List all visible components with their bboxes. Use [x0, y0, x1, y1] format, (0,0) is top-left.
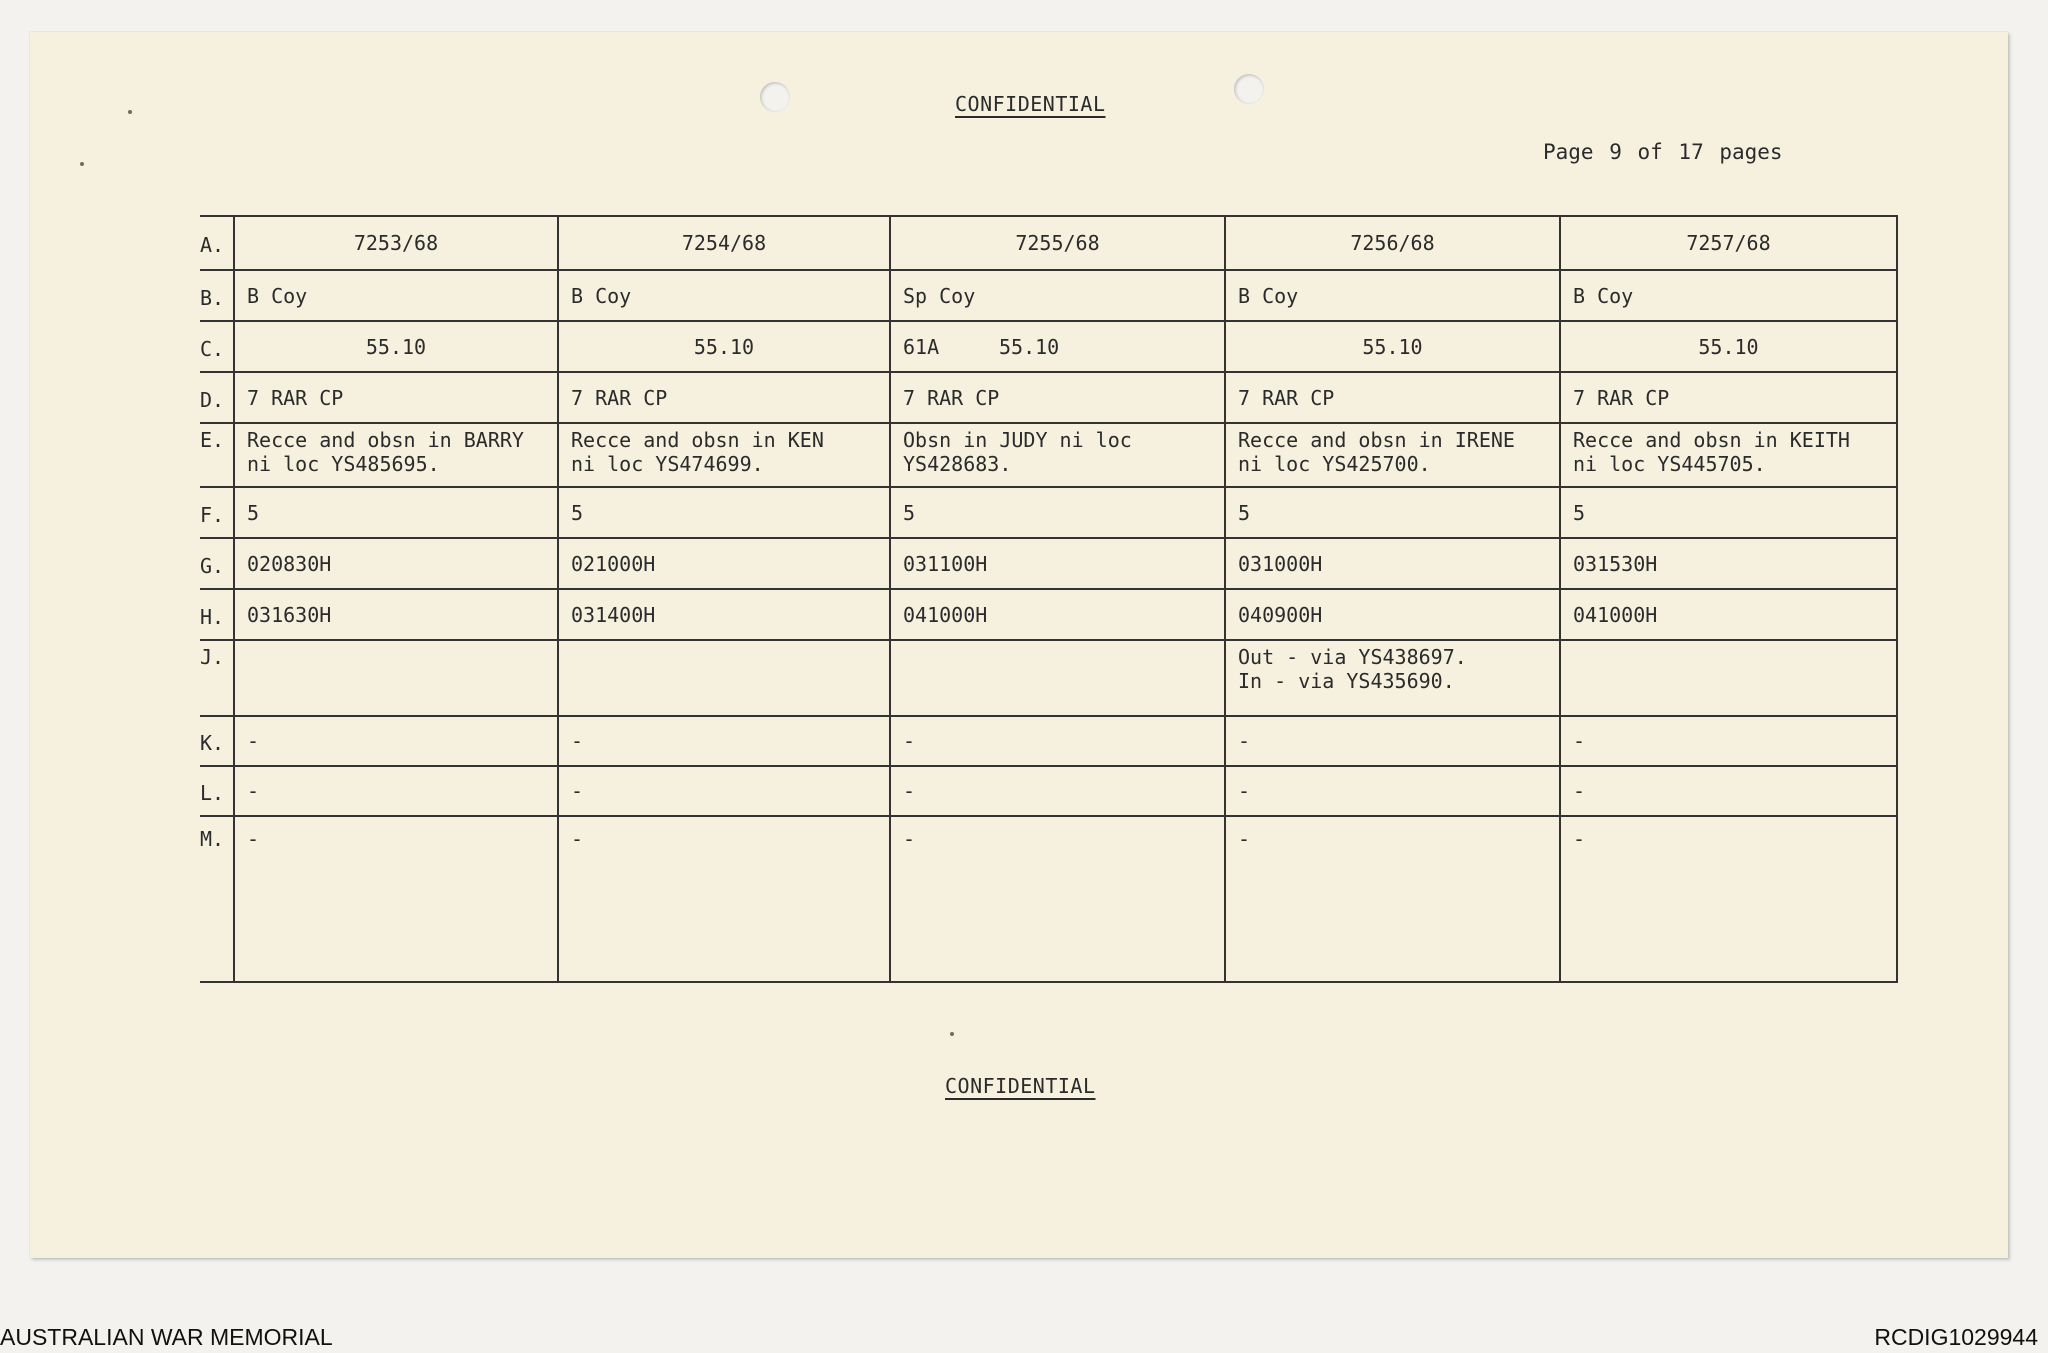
table-cell	[1560, 216, 1897, 270]
cell-value: -	[1238, 729, 1251, 753]
cell-value: 7255/68	[1015, 231, 1100, 255]
cell-value: 7257/68	[1686, 231, 1771, 255]
table-cell	[558, 321, 890, 372]
row-label: E.	[200, 423, 234, 487]
table-cell	[1225, 640, 1560, 716]
table-cell	[1225, 816, 1560, 982]
cell-value: 7254/68	[681, 231, 767, 255]
cell-value: Recce and obsn in IRENE ni loc YS425700.	[1238, 428, 1515, 476]
table-cell	[234, 716, 558, 766]
table-cell	[1225, 766, 1560, 816]
table-cell	[558, 372, 890, 423]
punch-hole-right-icon	[1234, 74, 1264, 104]
table-cell	[1560, 321, 1897, 372]
table-cell	[234, 766, 558, 816]
table-cell	[1560, 589, 1897, 640]
cell-value: 7 RAR CP	[247, 385, 344, 410]
table-cell	[1225, 372, 1560, 423]
table-cell	[1560, 270, 1897, 321]
row-label: F.	[200, 487, 234, 538]
cell-value: 5	[571, 500, 584, 525]
table-cell	[1225, 270, 1560, 321]
table-cell	[234, 216, 558, 270]
cell-value: -	[903, 729, 916, 753]
cell-value: 021000H	[571, 551, 656, 576]
table-cell	[890, 487, 1225, 538]
paper-speck-icon	[950, 1032, 954, 1036]
table-cell	[890, 216, 1225, 270]
cell-value: 7253/68	[353, 231, 439, 255]
cell-value: 5	[247, 500, 260, 525]
table-cell	[890, 372, 1225, 423]
cell-value: 5	[903, 500, 916, 525]
table-row	[200, 423, 1897, 487]
table-cell	[890, 640, 1225, 716]
table-cell	[890, 766, 1225, 816]
table-cell	[558, 487, 890, 538]
cell-value: 55.10	[1362, 334, 1423, 359]
punch-hole-left-icon	[760, 82, 790, 112]
table-cell	[1225, 487, 1560, 538]
table-row	[200, 487, 1897, 538]
table-cell	[558, 538, 890, 589]
table-row	[200, 538, 1897, 589]
table-row	[200, 716, 1897, 766]
cell-value: 031100H	[903, 551, 988, 576]
cell-value: 031630H	[247, 602, 332, 627]
cell-prefix: 61A	[903, 334, 940, 359]
cell-value: Recce and obsn in KEITH ni loc YS445705.	[1573, 428, 1850, 476]
table-cell	[890, 270, 1225, 321]
cell-value: -	[247, 729, 260, 753]
cell-value: -	[571, 827, 584, 851]
cell-value: 7 RAR CP	[1238, 385, 1335, 410]
row-label: D.	[200, 372, 234, 423]
cell-value: B Coy	[247, 283, 308, 308]
table-cell	[234, 589, 558, 640]
header-confidential: CONFIDENTIAL	[955, 92, 1106, 116]
table-row	[200, 766, 1897, 816]
table-row	[200, 321, 1897, 372]
cell-value: 031530H	[1573, 551, 1658, 576]
cell-value: -	[247, 779, 260, 803]
archive-item-id: RCDIG1029944	[1874, 1324, 2038, 1350]
cell-value: -	[903, 827, 916, 851]
cell-value: Obsn in JUDY ni loc YS428683.	[903, 428, 1132, 476]
cell-value: 7 RAR CP	[903, 385, 1000, 410]
row-label: G.	[200, 538, 234, 589]
row-label: C.	[200, 321, 234, 372]
row-label: H.	[200, 589, 234, 640]
table-cell	[558, 589, 890, 640]
cell-value: Sp Coy	[903, 283, 976, 308]
table-cell	[890, 716, 1225, 766]
table-row	[200, 270, 1897, 321]
table-cell	[234, 423, 558, 487]
table-cell	[558, 270, 890, 321]
cell-value: 5	[1238, 500, 1251, 525]
table-cell	[890, 423, 1225, 487]
table-cell	[1225, 216, 1560, 270]
row-label: B.	[200, 270, 234, 321]
cell-value: B Coy	[1238, 283, 1299, 308]
cell-value: 031000H	[1238, 551, 1323, 576]
cell-value: 7256/68	[1350, 231, 1435, 255]
table-cell	[1560, 487, 1897, 538]
archive-institution: AUSTRALIAN WAR MEMORIAL	[0, 1324, 333, 1350]
cell-value: 5	[1573, 500, 1586, 525]
document-page	[30, 32, 2008, 1258]
table-row	[200, 589, 1897, 640]
table-cell	[1560, 640, 1897, 716]
table-cell	[1560, 766, 1897, 816]
table-cell	[558, 766, 890, 816]
cell-value: 55.10	[365, 334, 427, 359]
table-cell	[1560, 716, 1897, 766]
cell-value: -	[1573, 827, 1586, 851]
cell-value: 020830H	[247, 551, 332, 576]
table-cell	[234, 321, 558, 372]
cell-value: 041000H	[903, 602, 988, 627]
cell-value: 7 RAR CP	[1573, 385, 1670, 410]
cell-value: -	[247, 827, 260, 851]
table-cell	[1225, 538, 1560, 589]
table-cell	[890, 538, 1225, 589]
table-cell	[558, 423, 890, 487]
row-label: L.	[200, 766, 234, 816]
table-cell	[1560, 816, 1897, 982]
page-indicator: Page 9 of 17 pages	[1543, 140, 1783, 164]
cell-value: B Coy	[571, 283, 632, 308]
table-cell	[558, 716, 890, 766]
cell-value: 55.10	[999, 334, 1060, 359]
table-cell	[1225, 716, 1560, 766]
cell-value: -	[1238, 779, 1251, 803]
table-row	[200, 640, 1897, 716]
table-cell	[1225, 589, 1560, 640]
cell-value: Recce and obsn in KEN ni loc YS474699.	[571, 428, 824, 476]
cell-value: -	[1573, 779, 1586, 803]
paper-speck-icon	[80, 162, 84, 166]
table-cell	[558, 640, 890, 716]
patrol-table	[200, 215, 1898, 983]
table-cell	[1560, 538, 1897, 589]
table-cell	[1560, 423, 1897, 487]
table-cell	[234, 816, 558, 982]
table-cell	[890, 589, 1225, 640]
row-label: K.	[200, 716, 234, 766]
cell-value: Recce and obsn in BARRY ni loc YS485695.	[247, 428, 524, 476]
row-label: J.	[200, 640, 234, 716]
cell-value: 041000H	[1573, 602, 1658, 627]
cell-value: 55.10	[693, 334, 755, 359]
cell-value: 040900H	[1238, 602, 1323, 627]
cell-value: -	[903, 779, 916, 803]
table-cell	[1225, 423, 1560, 487]
cell-value: -	[1238, 827, 1251, 851]
table-cell	[234, 372, 558, 423]
table-cell	[558, 216, 890, 270]
cell-value: 031400H	[571, 602, 656, 627]
table-cell	[558, 816, 890, 982]
table-cell	[890, 816, 1225, 982]
table-cell	[234, 538, 558, 589]
table-row	[200, 816, 1897, 982]
row-label: A.	[200, 216, 234, 270]
cell-value: -	[1573, 729, 1586, 753]
table-cell	[1560, 372, 1897, 423]
cell-value: B Coy	[1573, 283, 1634, 308]
cell-value: 55.10	[1698, 334, 1759, 359]
row-label: M.	[200, 816, 234, 982]
cell-value: -	[571, 729, 584, 753]
paper-speck-icon	[128, 110, 132, 114]
table-cell	[1225, 321, 1560, 372]
table-cell	[234, 640, 558, 716]
cell-value: -	[571, 779, 584, 803]
table-row	[200, 216, 1897, 270]
cell-value: 7 RAR CP	[571, 385, 668, 410]
table-row	[200, 372, 1897, 423]
table-cell	[890, 321, 1225, 372]
table-cell	[234, 270, 558, 321]
cell-value: Out - via YS438697. In - via YS435690.	[1238, 645, 1467, 693]
table-cell	[234, 487, 558, 538]
footer-confidential: CONFIDENTIAL	[945, 1074, 1096, 1098]
